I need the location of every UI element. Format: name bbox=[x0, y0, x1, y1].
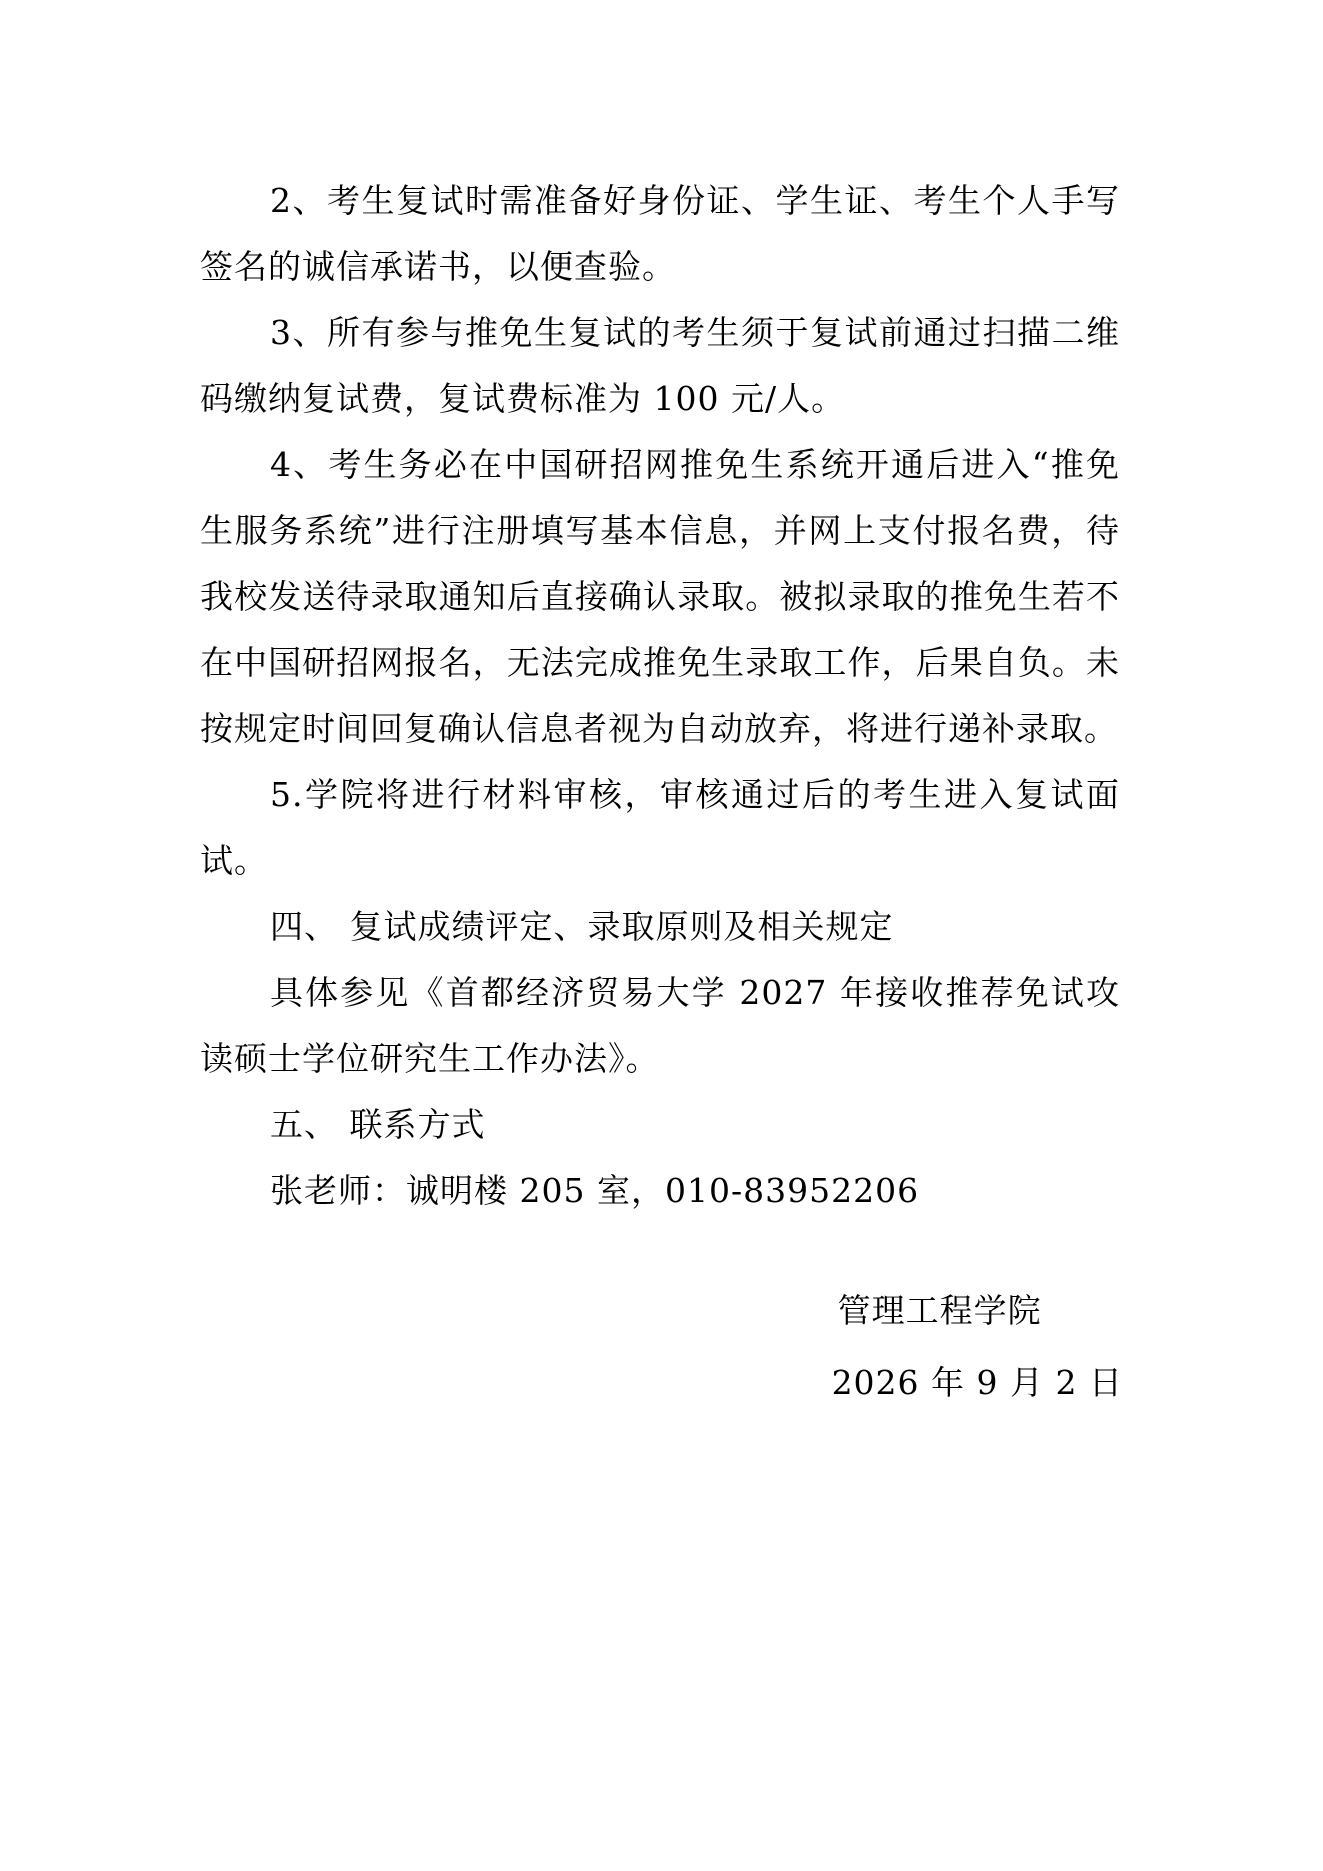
document-body bbox=[200, 168, 1120, 1224]
paragraph-item-2: 2、考生复试时需准备好身份证、学生证、考生个人手写签名的诚信承诺书，以便查验。 bbox=[200, 181, 1120, 286]
section-4-text: 具体参见《首都经济贸易大学 2027 年接收推荐免试攻读硕士学位研究生工作办法》。 bbox=[200, 973, 1120, 1078]
signature-block bbox=[832, 1275, 1123, 1419]
contact-info: 张老师：诚明楼 205 室，010-83952206 bbox=[270, 1171, 920, 1210]
section-5-heading: 五、 联系方式 bbox=[270, 1105, 486, 1144]
section-4-heading: 四、 复试成绩评定、录取原则及相关规定 bbox=[270, 907, 894, 946]
signature-organization: 管理工程学院 bbox=[837, 1291, 1042, 1330]
paragraph-item-4: 4、考生务必在中国研招网推免生系统开通后进入“推免生服务系统”进行注册填写基本信息，并网上支付报名费，待我校发送待录取通知后直接确认录取。被拟录取的推免生若不在中国研招网报名，无法完成推免生录取工作，后果自负。未按规定时间回复确认信息者视为自动放弃，将进行递补录取。 bbox=[200, 445, 1120, 748]
signature-date: 2026 年 9 月 2 日 bbox=[831, 1363, 1123, 1402]
paragraph-item-5: 5.学院将进行材料审核，审核通过后的考生进入复试面试。 bbox=[200, 775, 1120, 880]
paragraph-item-3: 3、所有参与推免生复试的考生须于复试前通过扫描二维码缴纳复试费，复试费标准为 100 元/人。 bbox=[200, 313, 1120, 418]
